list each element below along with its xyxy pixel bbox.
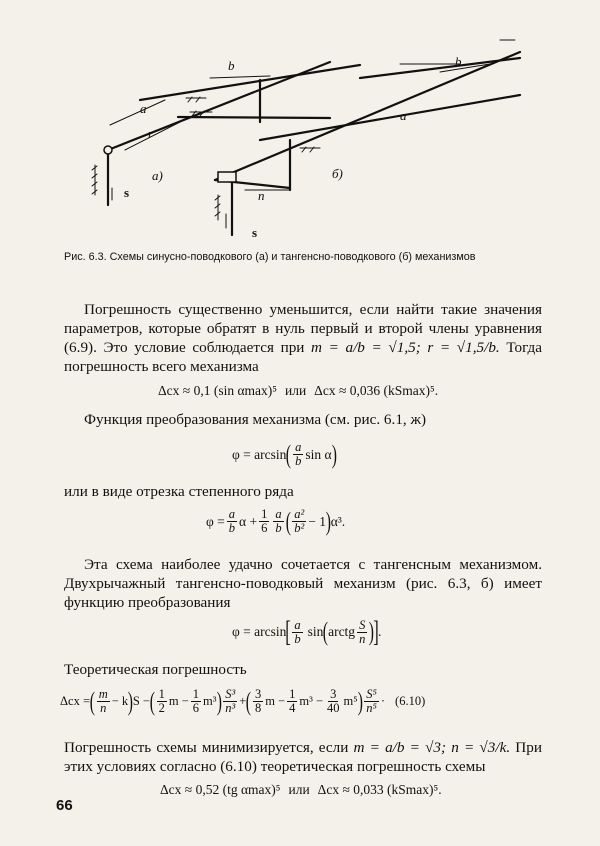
p1-tail: Тогда погрешность всего механизма <box>64 339 543 375</box>
paragraph-3: или в виде отрезка степенного ряда <box>64 483 294 500</box>
eq2-den: b <box>295 454 302 468</box>
p6-cond1: m = a/b = √3; <box>353 739 447 756</box>
eq5-half: 1 <box>158 687 165 701</box>
label-r-left: r <box>148 126 154 141</box>
eq5-n: n <box>100 701 107 715</box>
figure-6-3 <box>0 0 600 250</box>
eq3-a: a <box>228 507 236 521</box>
label-b-right: b <box>455 54 462 69</box>
equation-1 <box>158 383 438 399</box>
eq5-n5: n⁵ <box>366 701 377 715</box>
label-b-left: b <box>228 58 235 73</box>
eq6-left: Δcx ≈ 0,52 (tg αmax)⁵ <box>160 782 281 797</box>
eq2-tail: sin α <box>305 446 332 462</box>
eq3-b: b <box>228 521 236 535</box>
eq4-n: n <box>359 631 366 646</box>
p6-cond2: n = √3/k. <box>451 739 511 756</box>
eq4-lhs: φ = arcsin <box>232 624 287 639</box>
paragraph-1 <box>64 300 542 376</box>
equation-final <box>160 782 442 798</box>
eq4-a: a <box>294 617 301 632</box>
p6-tail: При этих условиях согласно (6.10) теоретическая погрешность схемы <box>64 739 542 775</box>
eq2-lhs: φ = arcsin <box>232 446 287 462</box>
eq3-b-sq: b² <box>294 521 305 535</box>
eq3-one: 1 <box>261 507 268 521</box>
eq3-lhs: φ = <box>206 513 225 529</box>
eq4-tail: . <box>377 624 382 639</box>
label-panel-a: a) <box>152 168 163 183</box>
eq4-arctg: arctg <box>328 624 356 639</box>
eq5-lhs: Δcx = <box>60 694 91 708</box>
eq2-frac <box>293 441 303 468</box>
equation-4: φ = arcsin [ $\frac{a}{b}$ sin ( arctg $\frac{S}{n}$ ) ] . <box>232 615 382 648</box>
eq5-eight: 8 <box>254 701 262 715</box>
eq5-six: 6 <box>192 701 200 715</box>
eq4-S: S <box>359 617 366 632</box>
eq5-two: 2 <box>158 701 165 715</box>
eq1-right: Δcx ≈ 0,036 (kSmax)⁵. <box>314 383 439 398</box>
label-a-left: a <box>140 101 147 116</box>
eq4-sin: sin <box>307 624 324 639</box>
page-number: 66 <box>56 797 73 814</box>
eq5-three: 3 <box>254 687 262 701</box>
eq5-m: m <box>98 687 108 701</box>
eq2-num: a <box>295 440 302 454</box>
p1-cond2: r = √1,5/b. <box>427 339 500 356</box>
eq5-m3: m³ <box>203 694 217 708</box>
equation-6-10: Δcx = ( $\frac{m}{n}$ − k ) S − ( $\frac{1}{2}$ m − $\frac{1}{6}$ m³ ) $\frac{\text{S³}}{\text{n³}}$ + ( $\frac{3}{8}$ m − $\frac{1}{4}$ m³ − $\frac{3}{40}$ m⁵ ) $\frac{\text{S⁵}}{\text{n⁵}}$ · (6.10) <box>60 686 426 716</box>
eq5-one6: 1 <box>192 687 200 701</box>
eq5-m3b: m³ − <box>299 694 323 708</box>
eq5-m1: m − <box>168 694 189 708</box>
eq5-four: 4 <box>289 701 296 715</box>
paragraph-4: Эта схема наиболее удачно сочетается с тангенсным механизмом. Двухрычажный тангенсно-поводковый механизм (рис. 6.3, б) имеет функцию преобразования <box>64 556 542 611</box>
eq5-m2: m − <box>265 694 286 708</box>
p1-text: Погрешность существенно уменьшится, если найти такие значения параметров, которые обратят в нуль первый и второй члены уравнения (6.9). Это условие соблюдается при <box>64 301 542 356</box>
eq3-a-sq: a² <box>294 507 305 521</box>
label-a-right: a <box>400 108 407 123</box>
eq6-right: Δcx ≈ 0,033 (kSmax)⁵. <box>317 782 442 797</box>
label-s-left: s <box>124 185 130 200</box>
paragraph-2: Функция преобразования механизма (см. рис. 6.1, ж) <box>84 411 427 428</box>
eq1-left: Δcx ≈ 0,1 (sin αmax)⁵ <box>158 383 277 398</box>
eq1-or: или <box>284 383 307 398</box>
label-panel-b: б) <box>332 166 343 181</box>
paragraph-5: Теоретическая погрешность <box>64 661 247 678</box>
eq5-S3: S³ <box>225 687 236 701</box>
left-cross-bar <box>178 117 330 118</box>
eq5-three2: 3 <box>330 687 337 701</box>
eq5-one4: 1 <box>289 687 296 701</box>
eq3-alpha: α + <box>239 513 258 529</box>
right-top-beam <box>360 58 520 78</box>
p1-cond1: m = a/b = √1,5; <box>311 339 421 356</box>
eq5-m5: m⁵ <box>343 694 358 708</box>
equation-number: (6.10) <box>395 694 426 708</box>
mechanism-schematic <box>0 0 600 250</box>
eq3-a2: a <box>275 507 282 521</box>
equation-3: φ = $\frac{a}{b}$ α + $\frac{1}{6}$ $\frac{a}{b}$ ( $\frac{\text{a²}}{\text{b²}}$ − 1 ) α³. <box>206 506 346 536</box>
eq5-forty: 40 <box>327 701 340 715</box>
eq3-b2: b <box>275 521 282 535</box>
eq5-n3: n³ <box>225 701 236 715</box>
eq6-or: или <box>288 782 310 797</box>
eq3-tail: α³. <box>330 513 346 529</box>
eq4-b: b <box>294 631 301 646</box>
eq5-dot: · <box>380 694 386 708</box>
eq5-mk: − k <box>111 694 129 708</box>
p6-text: Погрешность схемы минимизируется, если <box>64 739 349 756</box>
equation-2: φ = arcsin ( $\frac{a}{b}$ sin α ) <box>232 439 337 469</box>
label-s-right: s <box>252 225 258 240</box>
paragraph-6 <box>64 738 542 776</box>
eq5-S5: S⁵ <box>366 687 377 701</box>
figure-caption: Рис. 6.3. Схемы синусно-поводкового (а) и тангенсно-поводкового (б) механизмов <box>64 251 476 263</box>
label-n-right: n <box>258 188 265 203</box>
eq3-six: 6 <box>261 521 268 535</box>
eq3-minus1: − 1 <box>308 513 327 529</box>
eq5-S: S − <box>132 694 150 708</box>
eq5-plus: + <box>239 694 247 708</box>
